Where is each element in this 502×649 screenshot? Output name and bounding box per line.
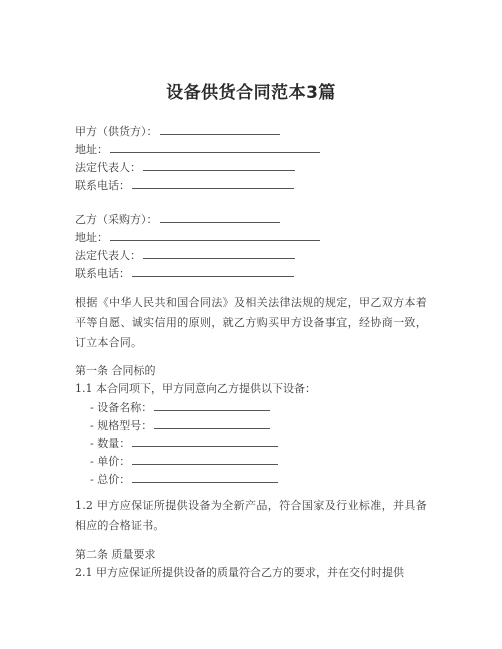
item-quantity (90, 436, 278, 451)
party-b-address-blank (110, 230, 320, 241)
clause-1-1: 1.1 本合同项下，甲方同意向乙方提供以下设备： (75, 382, 316, 395)
party-a-address-line (75, 142, 320, 157)
item-device-name (90, 400, 270, 415)
party-b-phone-line (75, 266, 294, 281)
party-a-phone-label: 联系电话： (75, 179, 130, 192)
clause-1-2: 1.2 甲方应保证所提供设备为全新产品，符合国家及行业标准，并具备相应的合格证书。 (75, 499, 427, 532)
party-a-rep-label: 法定代表人： (75, 161, 141, 174)
party-a-address-label: 地址： (75, 143, 108, 156)
item-total-price-blank (132, 472, 278, 483)
party-b-rep-blank (143, 248, 295, 259)
item-total-price-label: - 总价： (90, 473, 131, 486)
party-b-address-label: 地址： (75, 231, 108, 244)
party-b-rep-label: 法定代表人： (75, 249, 141, 262)
item-model-label: - 规格型号： (90, 419, 153, 432)
item-unit-price-label: - 单价： (90, 455, 131, 468)
item-unit-price (90, 454, 278, 469)
party-b-name-blank (160, 212, 280, 223)
party-a-rep-blank (143, 160, 295, 171)
party-a-address-blank (110, 142, 320, 153)
intro-paragraph: 根据《中华人民共和国合同法》及相关法律法规的规定，甲乙双方本着平等自愿、诚实信用的原则，就乙方购买甲方设备事宜，经协商一致，订立本合同。 (75, 296, 427, 349)
article2-heading: 第二条 质量要求 (75, 548, 156, 561)
item-model-blank (154, 418, 270, 429)
party-b-rep-line (75, 248, 295, 263)
party-b-name-line (75, 212, 280, 227)
document-title: 设备供货合同范本3篇 (166, 83, 336, 103)
party-a-name-line (75, 124, 280, 139)
article1-heading: 第一条 合同标的 (75, 364, 156, 377)
item-quantity-blank (132, 436, 278, 447)
party-b-name-label: 乙方（采购方）： (75, 213, 158, 226)
item-device-name-label: - 设备名称： (90, 401, 153, 414)
item-unit-price-blank (132, 454, 278, 465)
party-a-phone-line (75, 178, 294, 193)
item-device-name-blank (154, 400, 270, 411)
party-a-phone-blank (132, 178, 294, 189)
party-a-name-blank (160, 124, 280, 135)
item-model (90, 418, 270, 433)
item-quantity-label: - 数量： (90, 437, 131, 450)
clause-2-1: 2.1 甲方应保证所提供设备的质量符合乙方的要求，并在交付时提供 (75, 566, 404, 579)
party-a-name-label: 甲方（供货方）： (75, 125, 158, 138)
party-a-rep-line (75, 160, 295, 175)
party-b-phone-blank (132, 266, 294, 277)
party-b-phone-label: 联系电话： (75, 267, 130, 280)
item-total-price (90, 472, 278, 487)
party-b-address-line (75, 230, 320, 245)
